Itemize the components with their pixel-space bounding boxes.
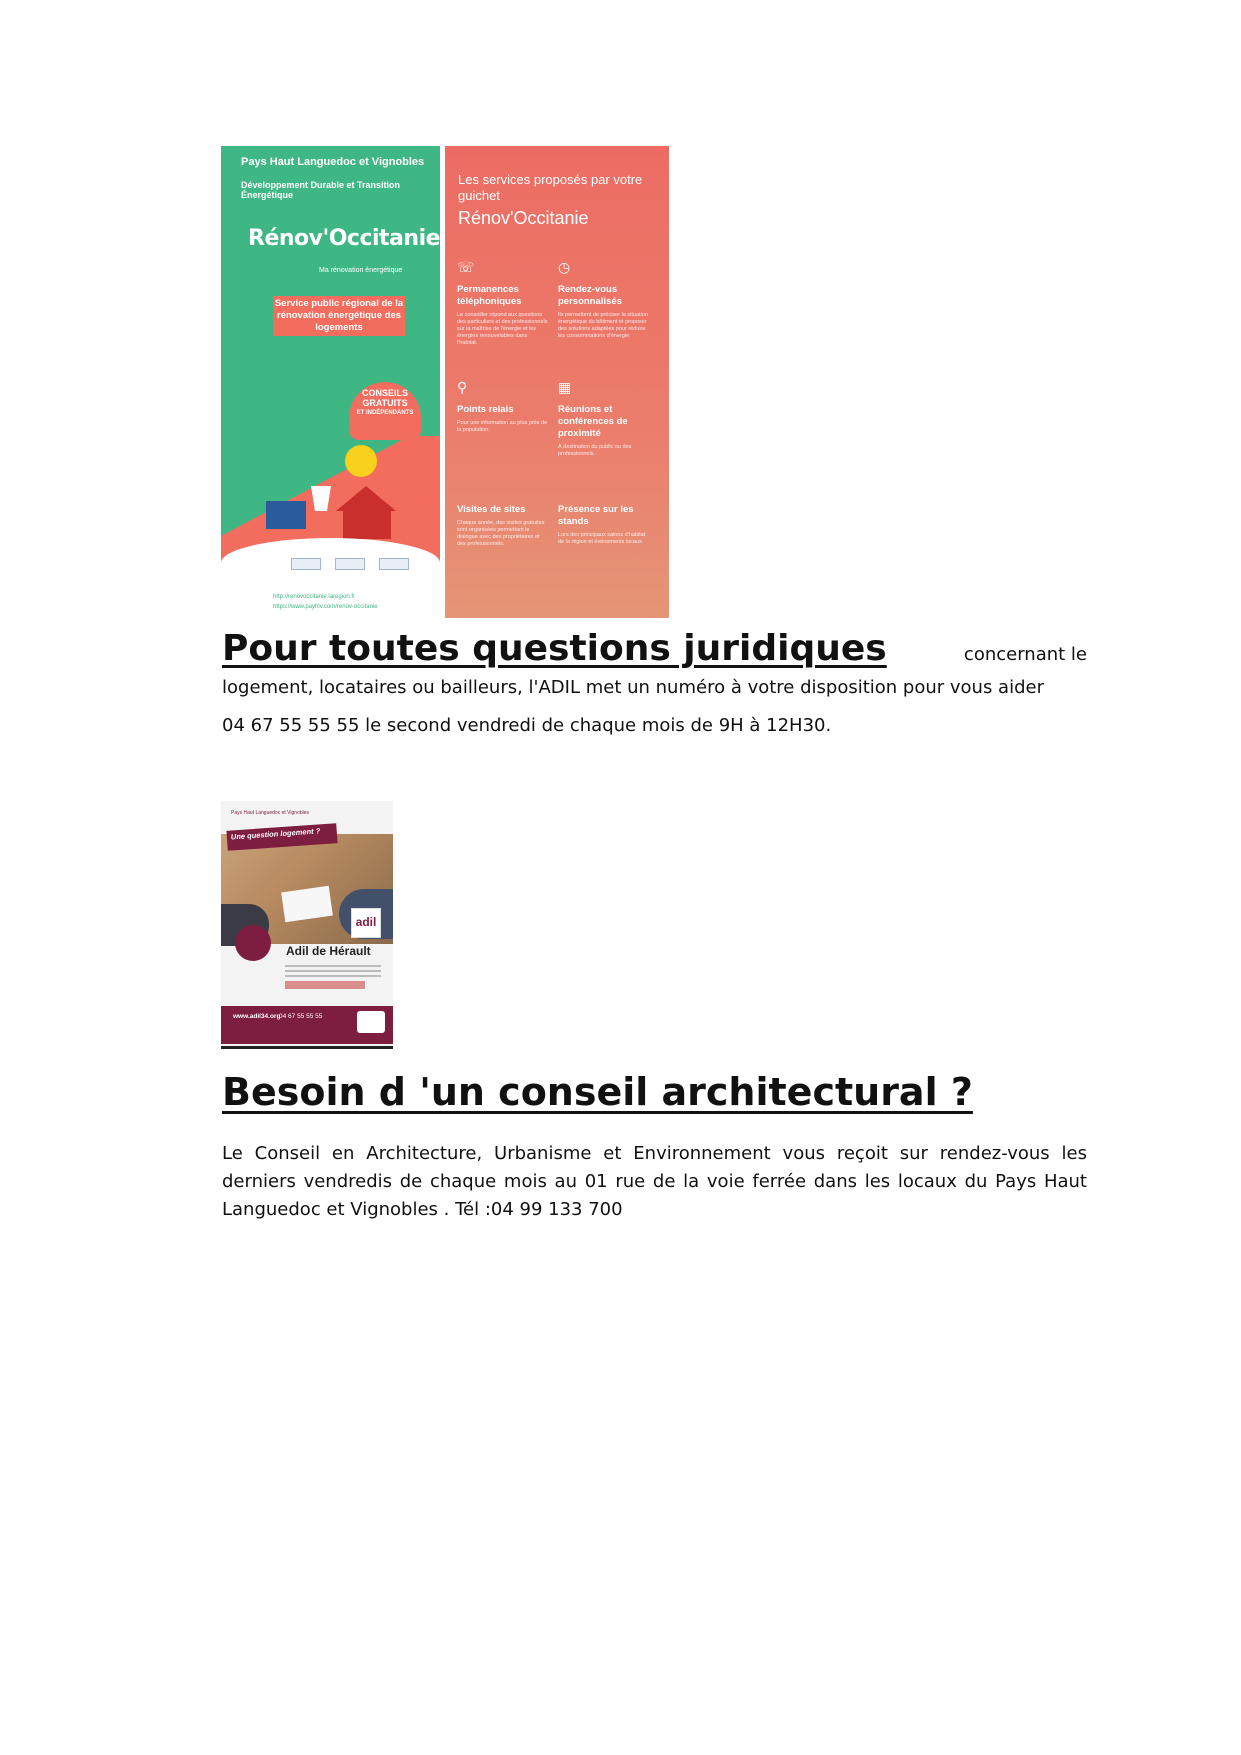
service-title: Réunions et conférences de proximité	[558, 404, 628, 439]
services-brand: Rénov'Occitanie	[458, 208, 589, 228]
service-title: Points relais	[457, 404, 514, 415]
adil-url: www.adil34.org	[233, 1013, 281, 1020]
house-wall-icon	[343, 511, 391, 539]
pays-logo-icon	[291, 558, 321, 570]
service-title: Permanences téléphoniques	[457, 284, 522, 307]
renov-occitanie-services-panel	[445, 146, 669, 618]
adil-circle-badge	[235, 925, 271, 961]
adil-flyer-underline	[221, 1046, 393, 1049]
house-roof-icon	[336, 486, 396, 511]
service-title: Présence sur les stands	[558, 504, 634, 527]
france-renov-logo-icon	[379, 558, 409, 570]
legal-heading: Pour toutes questions juridiques	[222, 628, 887, 669]
photo-document	[281, 886, 333, 922]
adil-highlight	[285, 981, 365, 989]
adil-banner: Une question logement ?	[226, 823, 337, 851]
service-text: Le conseiller répond aux questions des particuliers et des professionnels sur la maîtrise de l'énergie et les énergies renouvelables dans l'habitat.	[457, 312, 548, 346]
adil-text-lines	[285, 965, 381, 980]
adil-title: Adil de Hérault	[286, 944, 371, 958]
legal-line-2: logement, locataires ou bailleurs, l'ADIL met un numéro à votre disposition pour vous aider	[222, 677, 1044, 698]
renov-occitanie-flyer-front	[201, 146, 441, 618]
house-sun-illustration	[261, 431, 401, 541]
service-item	[457, 478, 549, 548]
logo-tagline: Ma rénovation énergétique	[319, 267, 403, 274]
adil-logo: adil	[351, 908, 381, 938]
solar-panel-icon	[266, 501, 306, 529]
flyer-region: Pays Haut Languedoc et Vignobles	[241, 156, 425, 168]
legal-heading-line	[222, 628, 1087, 669]
stand-icon	[558, 478, 650, 496]
phone-icon: ☏	[457, 259, 475, 275]
location-pin-icon: ⚲	[457, 379, 468, 395]
badge-sub: ET INDÉPENDANTS	[356, 410, 414, 416]
legal-questions-section	[222, 628, 1087, 745]
service-text: Ils permettent de préciser la situation énergétique du bâtiment et proposer des solutions adaptées pour réduire les consommations d'énergie.	[558, 312, 648, 339]
service-item	[457, 378, 549, 434]
pays-logo-icon	[357, 1011, 385, 1033]
architecture-paragraph: Le Conseil en Architecture, Urbanisme et Environnement vous reçoit sur rendez-vous les derniers vendredis de chaque mois au 01 rue de la voie ferrée dans les locaux du Pays Haut Languedoc et Vignobles . Tél :04 99 133 700	[222, 1143, 1087, 1220]
service-item	[457, 258, 549, 347]
flyer-link-1: http://renovoccitanie.laregion.fr	[273, 594, 356, 600]
service-box: Service public régional de la rénovation énergétique des logements	[273, 296, 405, 336]
service-item	[558, 378, 650, 458]
adil-flyer	[221, 801, 393, 1046]
calendar-icon: ◷	[558, 259, 571, 275]
renov-logo-icon	[335, 558, 365, 570]
sun-icon	[345, 445, 377, 477]
flyer-link-2: https://www.payhlv.com/renov-occitanie	[273, 604, 378, 610]
lamp-icon	[311, 486, 331, 511]
adil-phone: 04 67 55 55 55	[279, 1013, 323, 1020]
service-text: Lors des principaux salons d'habitat de la région et événements locaux.	[558, 532, 646, 545]
meeting-icon: ▦	[558, 379, 572, 395]
service-item	[558, 478, 650, 546]
badge-main: CONSEILS GRATUITS	[361, 388, 408, 408]
legal-heading-continuation: concernant le	[963, 644, 1087, 665]
services-title: Les services proposés par votre guichet	[458, 172, 643, 203]
visit-icon	[457, 478, 549, 496]
partner-logos	[291, 558, 409, 570]
service-text: À destination du public ou des professionnels.	[558, 444, 632, 457]
service-title: Visites de sites	[457, 504, 526, 515]
legal-line-3: 04 67 55 55 55 le second vendredi de chaque mois de 9H à 12H30.	[222, 715, 832, 736]
vertical-slogan: Un territoire de projets	[201, 466, 210, 546]
architecture-heading: Besoin d 'un conseil architectural ?	[222, 1070, 973, 1114]
adil-flyer-region: Pays Haut Languedoc et Vignobles	[231, 810, 310, 816]
service-text: Pour une information au plus près de la population.	[457, 420, 548, 433]
renov-occitanie-logo: Rénov'Occitanie	[248, 226, 441, 251]
service-text: Chaque année, des visites gratuites sont organisées permettant le dialogue avec des propriétaires et des professionnels.	[457, 520, 545, 547]
flyer-subtitle: Développement Durable et Transition Énergétique	[241, 180, 401, 200]
service-title: Rendez-vous personnalisés	[558, 284, 622, 307]
service-item	[558, 258, 650, 340]
